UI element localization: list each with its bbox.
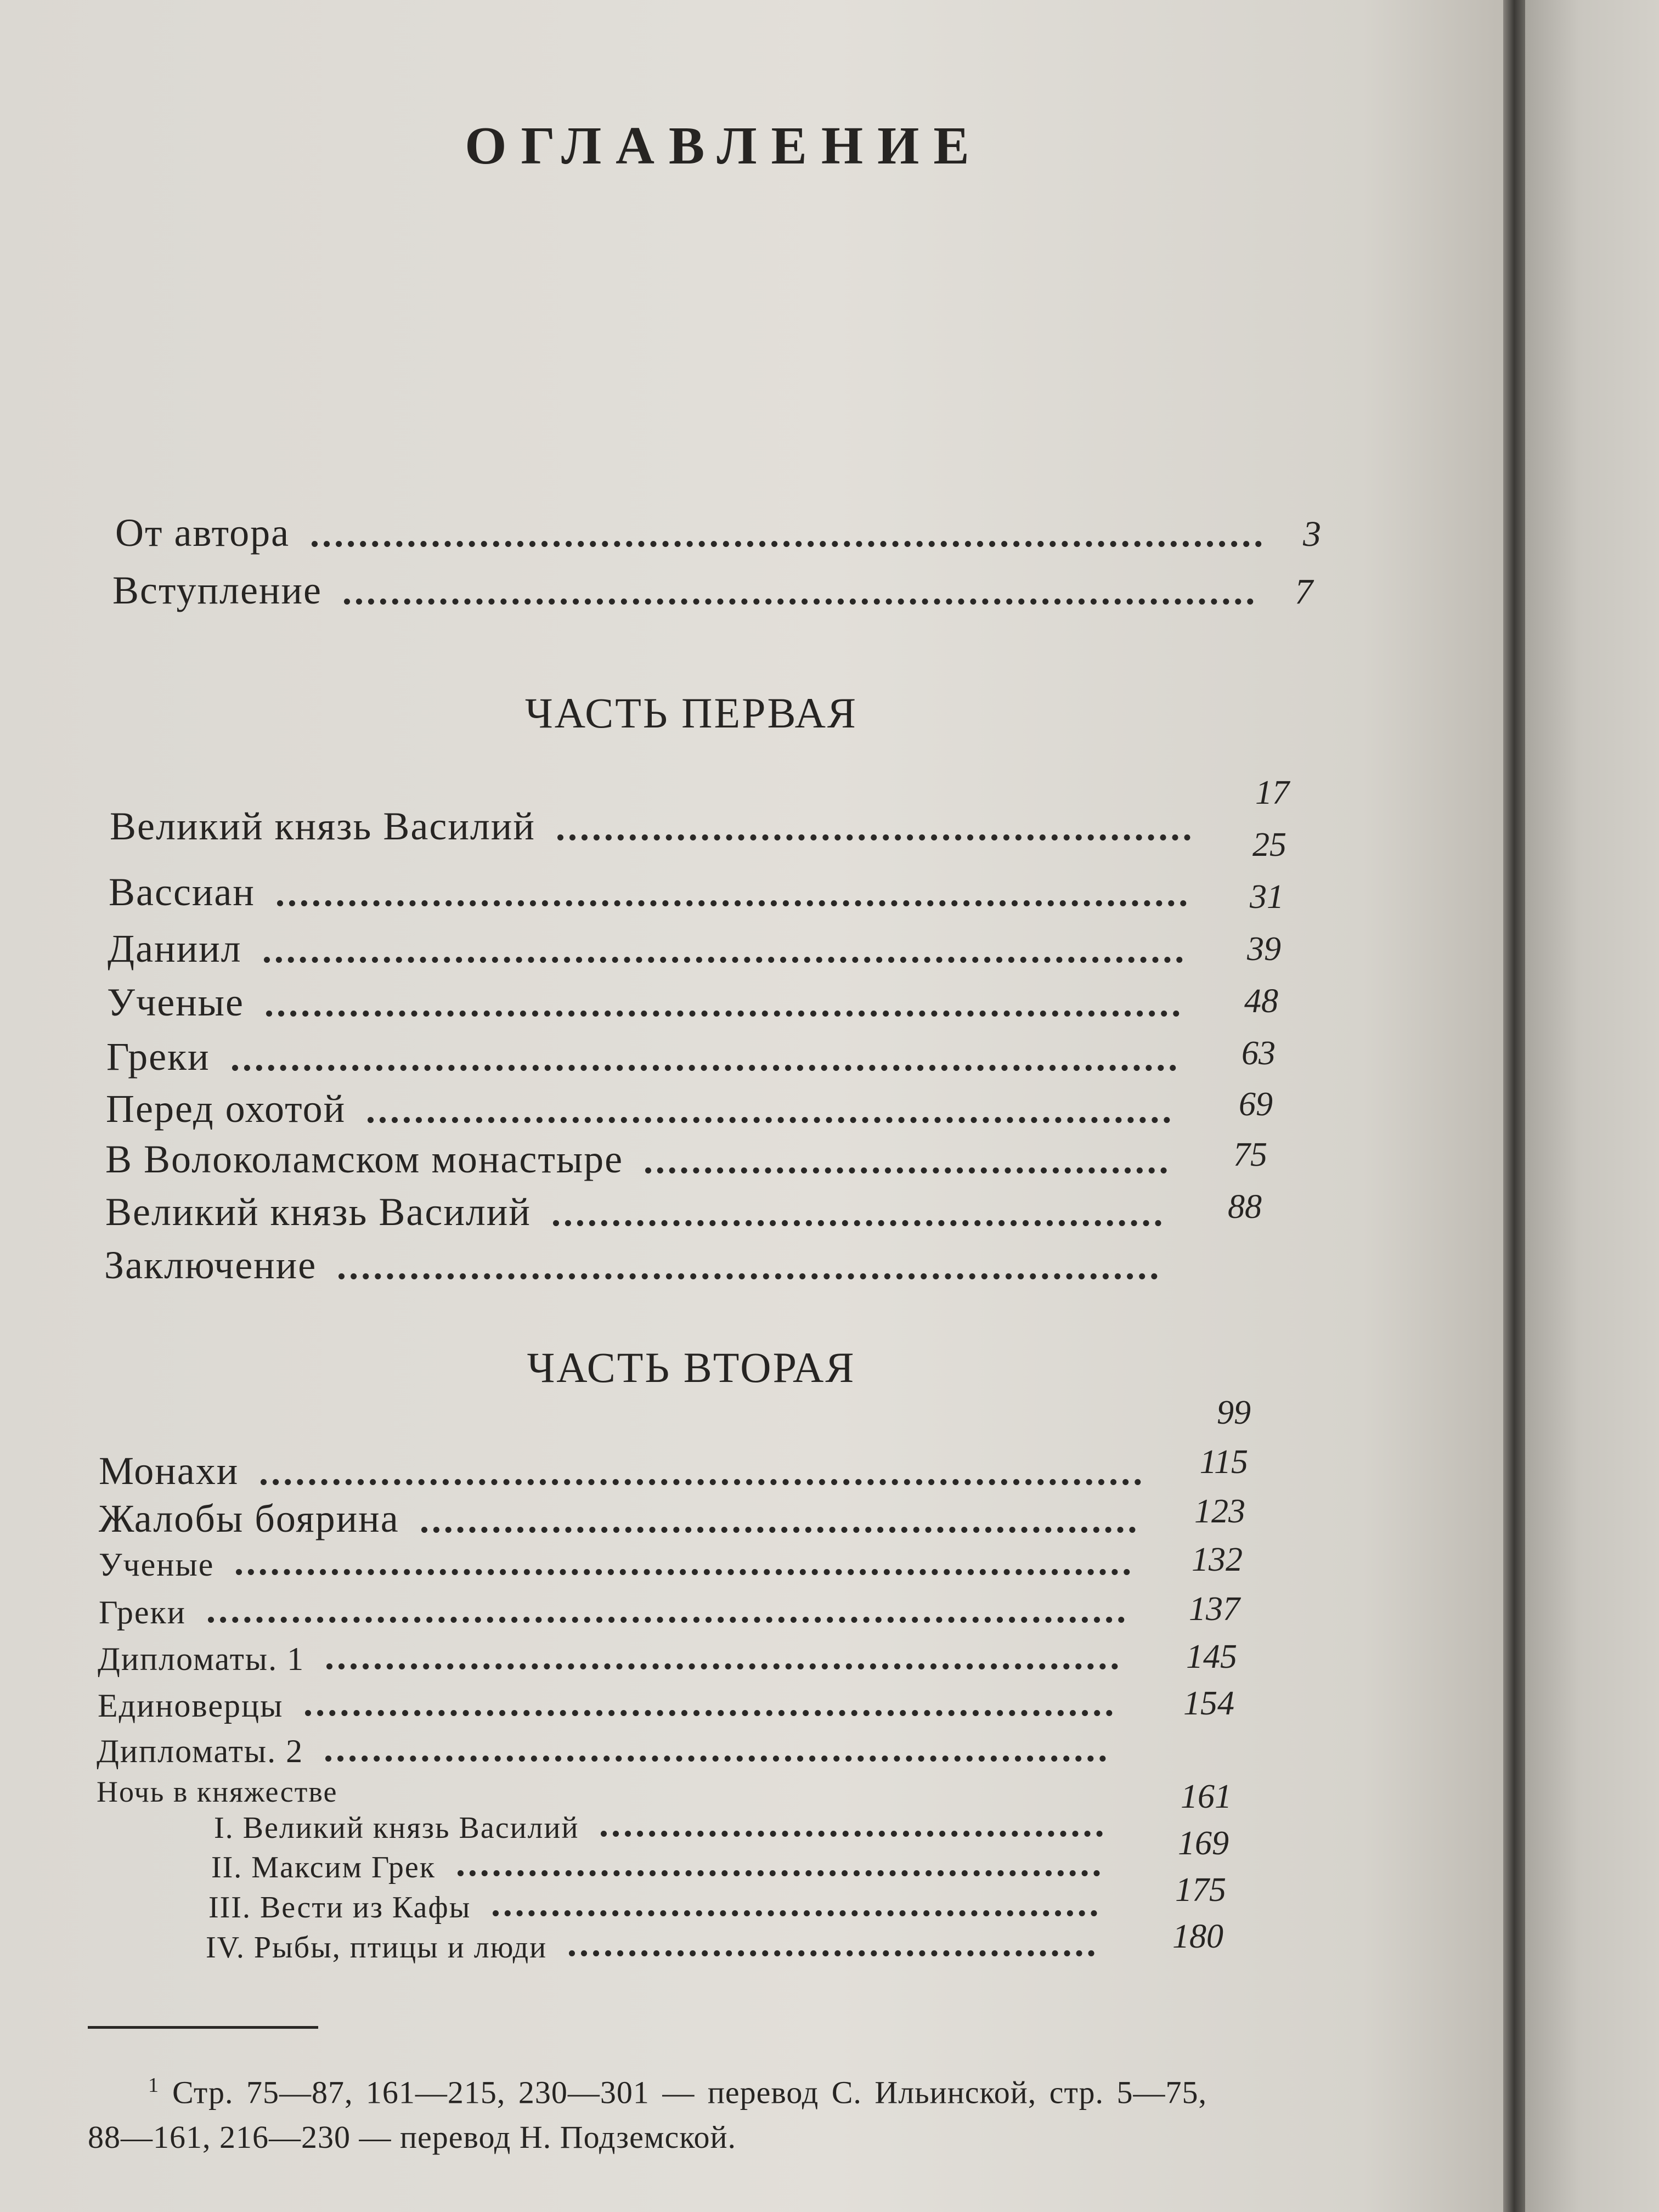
toc-entry: [106, 1034, 1176, 1080]
entry-label: Ученые: [99, 1547, 215, 1583]
page-number: 69: [1239, 1086, 1273, 1123]
entry-label: II. Максим Грек: [211, 1850, 436, 1884]
entry-label: Великий князь Василий: [110, 804, 535, 848]
entry-label: Ночь в княжестве: [97, 1775, 338, 1808]
dot-leader: [266, 1010, 1180, 1017]
page-number: 161: [1181, 1778, 1232, 1815]
entry-label: Вассиан: [109, 870, 255, 914]
entry-label: Великий князь Василий: [105, 1190, 531, 1234]
toc-entry: [97, 1733, 1106, 1770]
toc-subentry: [206, 1930, 1094, 1965]
page-number: 145: [1186, 1638, 1237, 1675]
page-number: 17: [1255, 774, 1289, 811]
entry-label: Вступление: [112, 568, 322, 612]
dot-leader: [264, 956, 1183, 963]
entry-label: Ученые: [107, 980, 245, 1024]
footnote-rule: [88, 2026, 318, 2029]
entry-label: IV. Рыбы, птицы и люди: [206, 1931, 548, 1965]
entry-label: Жалобы боярина: [99, 1497, 399, 1541]
toc-entry: [106, 1086, 1170, 1132]
entry-label: Даниил: [108, 927, 242, 970]
facing-page-edge: [1525, 0, 1659, 2212]
page-number: 115: [1199, 1443, 1248, 1481]
page-number: 25: [1252, 826, 1286, 864]
dot-leader: [493, 1910, 1097, 1916]
book-gutter: [1503, 0, 1525, 2212]
page-number: 169: [1178, 1825, 1229, 1862]
page-title: ОГЛАВЛЕНИЕ: [465, 116, 984, 176]
page-number: 175: [1175, 1871, 1226, 1909]
entry-label: Дипломаты. 1: [98, 1641, 305, 1677]
footnote: [88, 2063, 1207, 2160]
entry-label: III. Вести из Кафы: [208, 1891, 471, 1925]
dot-leader: [344, 598, 1254, 605]
page-number: 123: [1194, 1493, 1245, 1530]
entry-label: В Волоколамском монастыре: [105, 1137, 624, 1181]
dot-leader: [236, 1568, 1130, 1575]
entry-label: Монахи: [99, 1449, 239, 1493]
entry-label: Дипломаты. 2: [97, 1733, 304, 1769]
part-heading: ЧАСТЬ ПЕРВАЯ: [525, 689, 857, 737]
footnote-mark: 1: [148, 2074, 159, 2097]
page-number: 39: [1247, 930, 1281, 968]
page-number: 31: [1250, 878, 1284, 916]
toc-entry: [107, 980, 1180, 1025]
dot-leader: [338, 1273, 1158, 1279]
entry-label: Единоверцы: [98, 1688, 284, 1724]
toc-entry: [108, 926, 1183, 972]
dot-leader: [421, 1526, 1136, 1533]
toc-subentry: [208, 1890, 1097, 1925]
footnote-text: Стр. 75—87, 161—215, 230—301 — перевод С. Ильинской, стр. 5—75, 88—161, 216—230 — перевод Н. Подземской.: [88, 2074, 1207, 2155]
dot-leader: [232, 1064, 1176, 1071]
part-heading: ЧАСТЬ ВТОРАЯ: [527, 1344, 856, 1391]
page-number: 132: [1192, 1541, 1243, 1578]
toc-subentry: [211, 1850, 1100, 1885]
page-number: 180: [1172, 1918, 1223, 1955]
entry-label: I. Великий князь Василий: [214, 1811, 579, 1845]
page-number: 63: [1242, 1035, 1276, 1072]
page-number: 75: [1233, 1136, 1267, 1173]
dot-leader: [305, 1709, 1113, 1716]
dot-leader: [325, 1755, 1106, 1762]
entry-label: От автора: [115, 511, 290, 555]
entry-page: 3: [1303, 514, 1322, 554]
page-number: 88: [1228, 1188, 1262, 1226]
toc-entry: [99, 1594, 1125, 1632]
entry-page: 7: [1295, 572, 1314, 612]
dot-leader: [645, 1167, 1167, 1173]
toc-entry: [99, 1546, 1130, 1584]
page-number: 154: [1183, 1685, 1234, 1722]
dot-leader: [569, 1950, 1094, 1956]
toc-entry: [115, 510, 1322, 556]
entry-label: Заключение: [104, 1243, 317, 1287]
toc-entry: [97, 1775, 481, 1809]
dot-leader: [553, 1220, 1161, 1226]
toc-entry: [98, 1640, 1118, 1678]
page-number: 48: [1244, 983, 1278, 1020]
dot-leader: [557, 834, 1190, 840]
toc-entry: [105, 1189, 1161, 1235]
dot-leader: [326, 1663, 1118, 1669]
dot-leader: [312, 540, 1262, 547]
entry-label: Перед охотой: [106, 1087, 346, 1131]
toc-entry: [104, 1243, 1158, 1288]
dot-leader: [368, 1116, 1170, 1123]
toc-subentry: [214, 1810, 1103, 1846]
entry-label: Греки: [106, 1035, 210, 1079]
dot-leader: [261, 1479, 1141, 1485]
dot-leader: [601, 1830, 1103, 1837]
toc-entry: [110, 804, 1190, 849]
entry-label: Греки: [99, 1594, 186, 1630]
toc-entry: [105, 1137, 1167, 1182]
toc-entry: [99, 1448, 1141, 1494]
toc-entry: [112, 568, 1314, 613]
dot-leader: [208, 1616, 1125, 1623]
toc-entry: [98, 1687, 1113, 1725]
toc-entry: [99, 1496, 1136, 1542]
page-number: 137: [1189, 1590, 1240, 1628]
dot-leader: [458, 1870, 1100, 1876]
dot-leader: [277, 900, 1187, 906]
page-number: 99: [1217, 1394, 1251, 1431]
toc-entry: [109, 870, 1187, 915]
